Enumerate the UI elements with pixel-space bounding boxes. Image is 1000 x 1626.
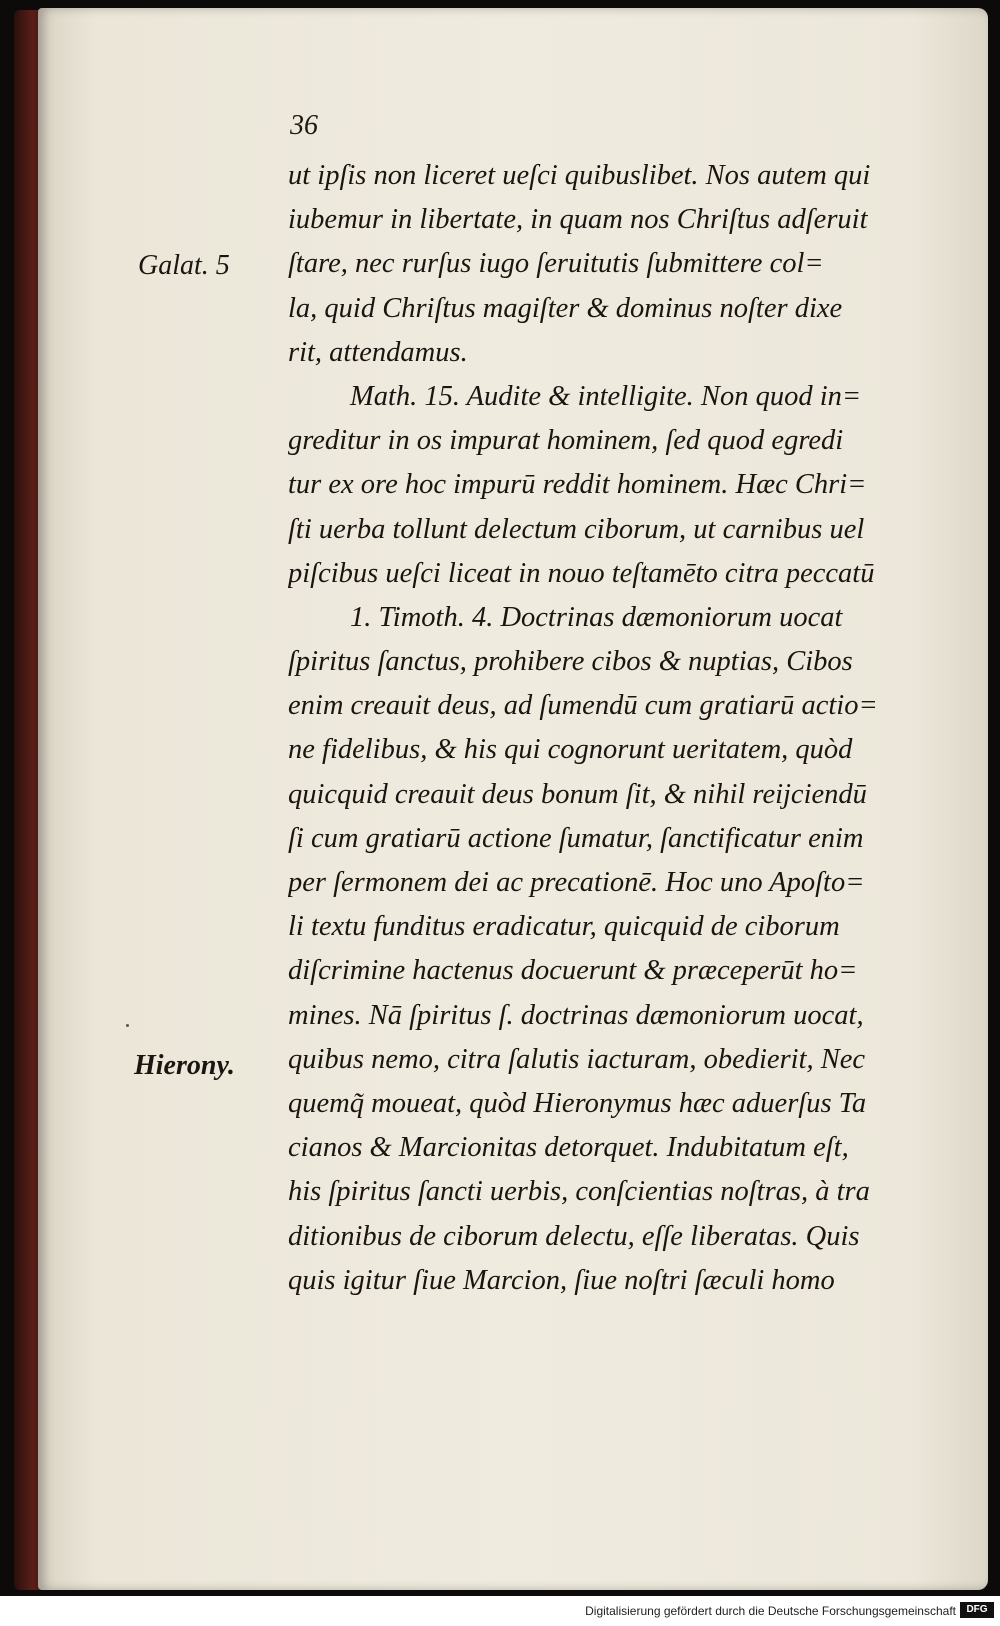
text-line: ſi cum gratiarū actione ſumatur, ſanctificatur enim — [288, 822, 864, 854]
text-line: 1. Timoth. 4. Doctrinas dæmoniorum uocat — [350, 601, 843, 633]
main-text-block — [288, 154, 928, 1303]
text-line: ut ipſis non liceret ueſci quibuslibet. Nos autem qui — [288, 160, 871, 191]
text-line: rit, attendamus. — [288, 336, 468, 368]
page-number: 36 — [290, 110, 318, 141]
dfg-logo: DFG — [960, 1602, 994, 1618]
text-line: enim creauit deus, ad ſumendū cum gratiarū actio= — [288, 690, 878, 722]
funding-notice: Digitalisierung gefördert durch die Deutsche Forschungsgemeinschaft — [585, 1604, 956, 1618]
text-line: quemq̃ moueat, quòd Hieronymus hæc aduerſus Ta — [288, 1087, 867, 1119]
text-line: quicquid creauit deus bonum ſit, & nihil reijciendū — [288, 778, 867, 810]
text-line: quis igitur ſiue Marcion, ſiue noſtri ſæculi homo — [288, 1264, 835, 1296]
text-line: diſcrimine hactenus docuerunt & præceperūt ho= — [288, 955, 858, 987]
text-line: greditur in os impurat hominem, ſed quod egredi — [288, 425, 844, 457]
text-line: mines. Nā ſpiritus ſ. doctrinas dæmoniorum uocat, — [288, 999, 864, 1031]
text-line: piſcibus ueſci liceat in nouo teſtamēto citra peccatū — [288, 557, 875, 589]
text-line: cianos & Marcionitas detorquet. Indubitatum eſt, — [288, 1132, 849, 1164]
text-line: la, quid Chriſtus magiſter & dominus noſter dixe — [288, 292, 843, 324]
margin-note-hierony: Hierony. — [134, 1050, 235, 1081]
text-line: tur ex ore hoc impurū reddit hominem. Hæc Chri= — [288, 469, 867, 501]
text-line: ne fidelibus, & his qui cognorunt ueritatem, quòd — [288, 734, 853, 766]
text-line: ditionibus de ciborum delectu, eſſe liberatas. Quis — [288, 1220, 860, 1252]
text-line: ſti uerba tollunt delectum ciborum, ut carnibus uel — [288, 513, 865, 545]
text-line: ſtare, nec rurſus iugo ſeruitutis ſubmittere col= — [288, 248, 824, 280]
text-line: quibus nemo, citra ſalutis iacturam, obedierit, Nec — [288, 1043, 866, 1075]
ink-speck — [126, 1024, 129, 1027]
text-line: ſpiritus ſanctus, prohibere cibos & nuptias, Cibos — [288, 646, 853, 678]
text-line: per ſermonem dei ac precationē. Hoc uno Apoſto= — [288, 867, 865, 898]
footer-bar — [0, 1596, 1000, 1626]
text-line: li textu funditus eradicatur, quicquid de ciborum — [288, 911, 840, 943]
text-line: iubemur in libertate, in quam nos Chriſtus adſeruit — [288, 204, 868, 236]
margin-note-galat: Galat. 5 — [138, 250, 230, 281]
text-line: Math. 15. Audite & intelligite. Non quod in= — [350, 380, 862, 412]
text-line: his ſpiritus ſancti uerbis, conſcientias noſtras, à tra — [288, 1176, 870, 1208]
